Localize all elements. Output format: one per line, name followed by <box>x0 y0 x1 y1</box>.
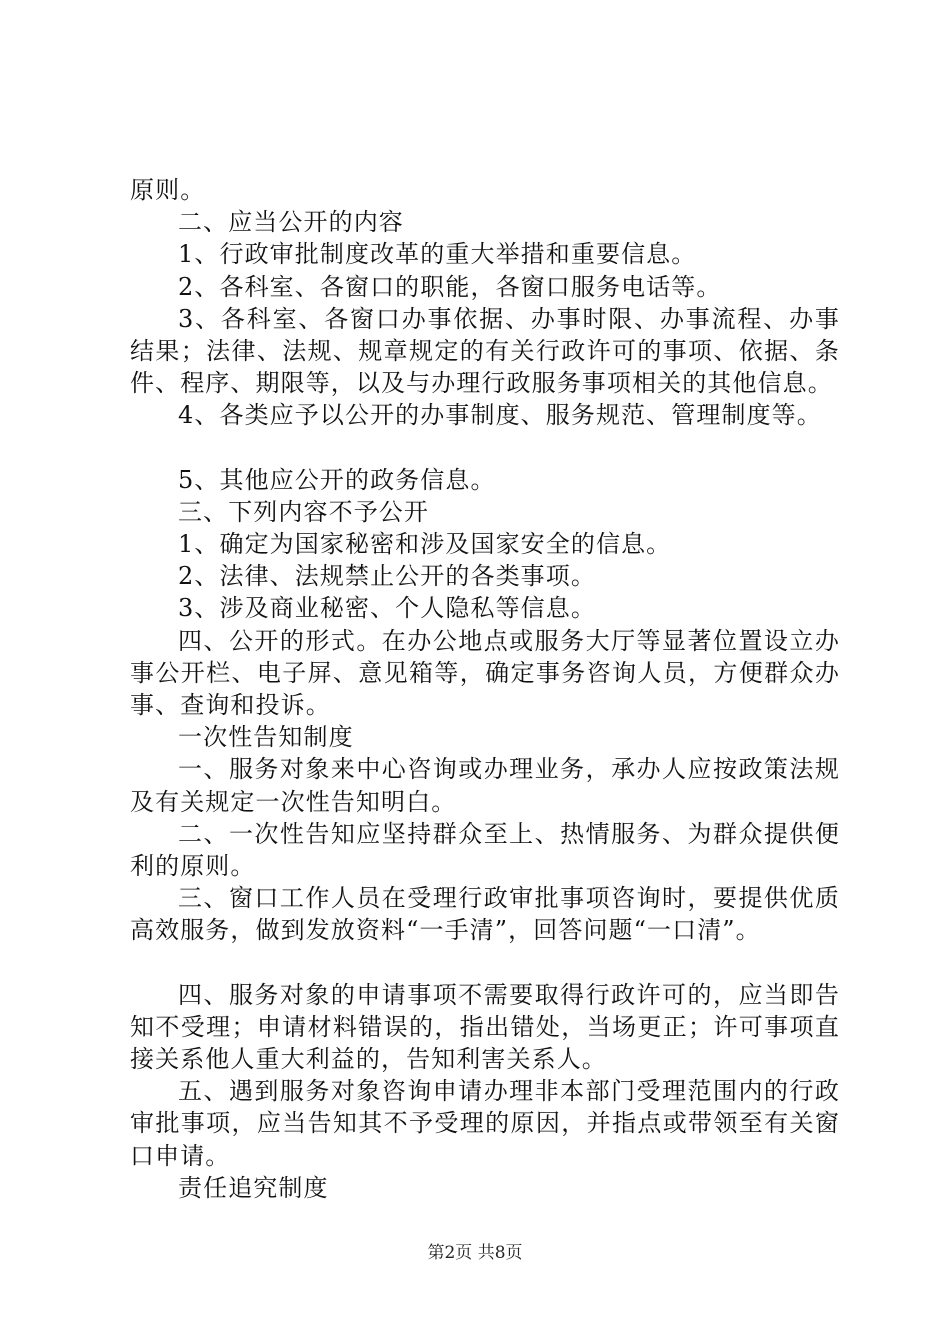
paragraph-notice-3: 三、窗口工作人员在受理行政审批事项咨询时，要提供优质高效服务，做到发放资料“一手清”，回答问题“一口清”。 <box>130 884 840 945</box>
list-item-public-2: 2、各科室、各窗口的职能，各窗口服务电话等。 <box>178 272 722 301</box>
section-title-one-time-notice: 一次性告知制度 <box>178 723 354 752</box>
heading-not-public: 三、下列内容不予公开 <box>178 497 429 526</box>
list-item-not-public-2: 2、法律、法规禁止公开的各类事项。 <box>178 562 596 591</box>
list-item-not-public-1: 1、确定为国家秘密和涉及国家安全的信息。 <box>178 530 672 559</box>
list-item-public-4: 4、各类应予以公开的办事制度、服务规范、管理制度等。 <box>178 401 822 430</box>
page-footer: 第2页 共8页 <box>427 1243 523 1263</box>
list-item-not-public-3: 3、涉及商业秘密、个人隐私等信息。 <box>178 594 596 623</box>
list-item-public-3: 3、各科室、各窗口办事依据、办事时限、办事流程、办事结果；法律、法规、规章规定的有关行政许可的事项、依据、条件、程序、期限等，以及与办理行政服务事项相关的其他信息。 <box>130 304 840 398</box>
section-title-accountability: 责任追究制度 <box>178 1173 329 1202</box>
heading-public-content: 二、应当公开的内容 <box>178 208 404 237</box>
paragraph-continuation: 原则。 <box>130 176 206 204</box>
list-item-public-1: 1、行政审批制度改革的重大举措和重要信息。 <box>178 240 697 269</box>
paragraph-notice-4: 四、服务对象的申请事项不需要取得行政许可的，应当即告知不受理；申请材料错误的，指出错处，当场更正；许可事项直接关系他人重大利益的，告知利害关系人。 <box>130 980 840 1074</box>
paragraph-notice-5: 五、遇到服务对象咨询申请办理非本部门受理范围内的行政审批事项，应当告知其不予受理的原因，并指点或带领至有关窗口申请。 <box>130 1077 840 1170</box>
document-body <box>130 174 840 1204</box>
paragraph-notice-2: 二、一次性告知应坚持群众至上、热情服务、为群众提供便利的原则。 <box>130 819 840 881</box>
paragraph-public-form: 四、公开的形式。在办公地点或服务大厅等显著位置设立办事公开栏、电子屏、意见箱等，确定事务咨询人员，方便群众办事、查询和投诉。 <box>130 626 840 720</box>
paragraph-notice-1: 一、服务对象来中心咨询或办理业务，承办人应按政策法规及有关规定一次性告知明白。 <box>130 755 840 816</box>
list-item-public-5: 5、其他应公开的政务信息。 <box>178 465 496 494</box>
